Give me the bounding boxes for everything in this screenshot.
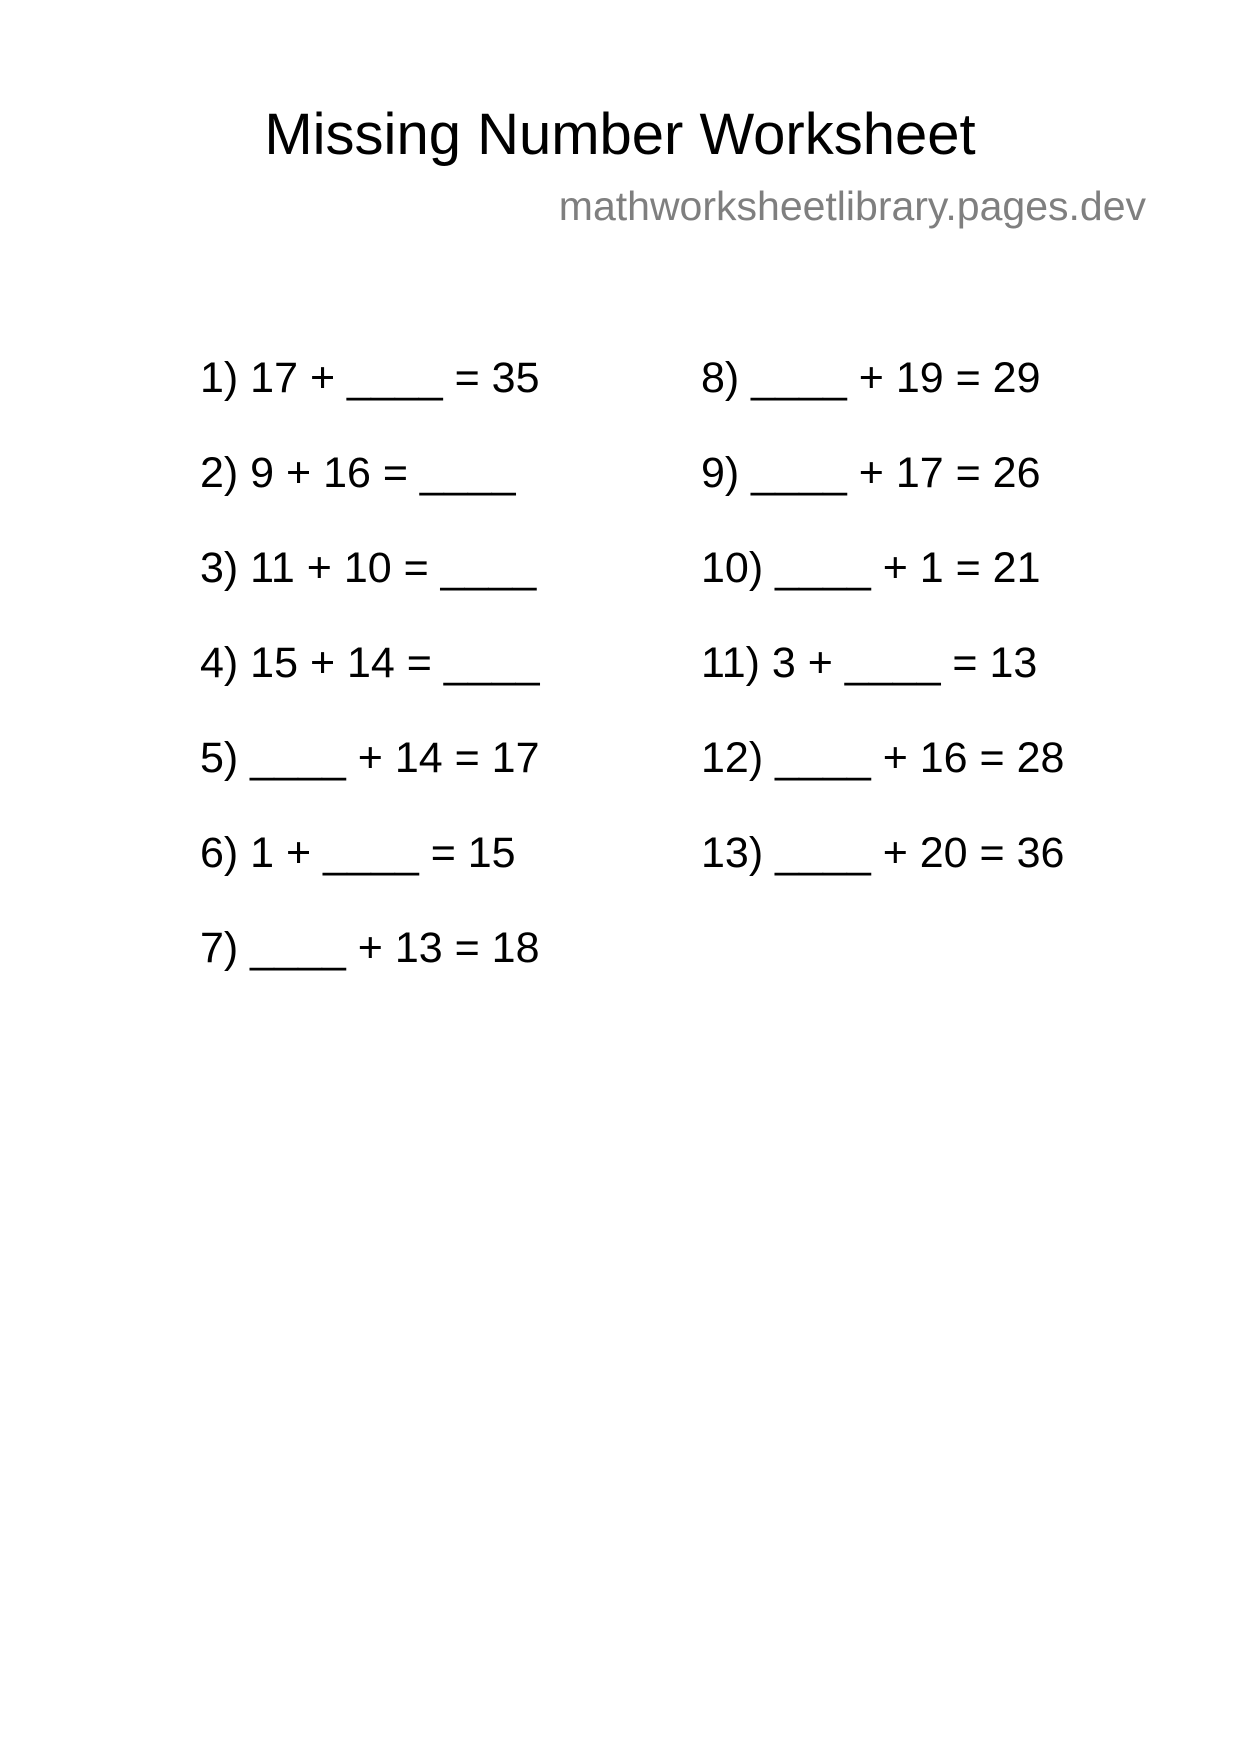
problem-12: 12) ____ + 16 = 28: [701, 734, 1065, 782]
problem-4: 4) 15 + 14 = ____: [200, 639, 540, 687]
worksheet-title: Missing Number Worksheet: [264, 102, 976, 167]
problem-9: 9) ____ + 17 = 26: [701, 449, 1041, 497]
problem-1: 1) 17 + ____ = 35: [200, 354, 540, 402]
problem-5: 5) ____ + 14 = 17: [200, 734, 540, 782]
problem-8: 8) ____ + 19 = 29: [701, 354, 1041, 402]
problem-13: 13) ____ + 20 = 36: [701, 829, 1065, 877]
problem-column-left: [200, 352, 540, 1017]
problem-2: 2) 9 + 16 = ____: [200, 449, 516, 497]
problem-7: 7) ____ + 13 = 18: [200, 924, 540, 972]
problem-11: 11) 3 + ____ = 13: [701, 639, 1038, 687]
problem-column-right: [701, 352, 1064, 922]
problem-3: 3) 11 + 10 = ____: [200, 544, 537, 592]
problem-6: 6) 1 + ____ = 15: [200, 829, 516, 877]
problem-10: 10) ____ + 1 = 21: [701, 544, 1041, 592]
website-label: mathworksheetlibrary.pages.dev: [558, 183, 1146, 229]
